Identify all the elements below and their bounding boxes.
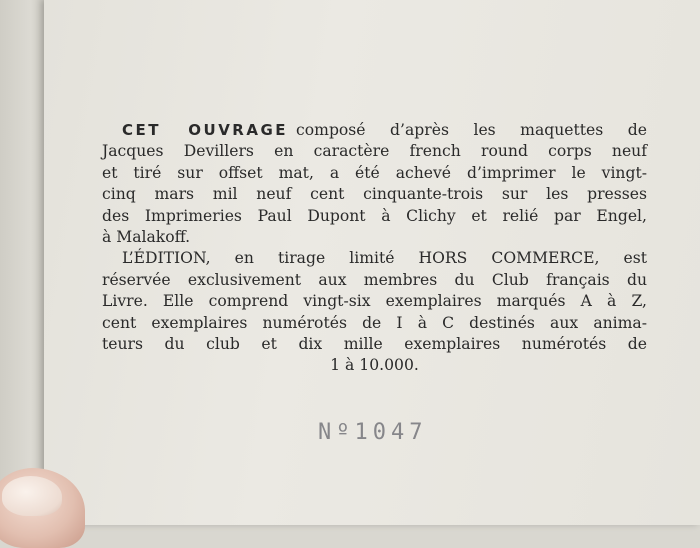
- colophon-line: Jacques Devillers en caractère french round corps neuf: [102, 142, 647, 161]
- edition-line: L’ÉDITION, en tirage limité HORS COMMERCE, est: [122, 249, 647, 268]
- colophon-paragraph-1: [102, 120, 647, 248]
- colophon-line: [102, 120, 647, 141]
- colophon-line: cinq mars mil neuf cent cinquante-trois sur les presses: [102, 185, 647, 204]
- edition-line: 1 à 10.000.: [330, 356, 419, 375]
- thumbnail-nail: [2, 476, 62, 516]
- edition-line: Livre. Elle comprend vingt-six exemplaires marqués A à Z,: [102, 292, 647, 311]
- edition-line: teurs du club et dix mille exemplaires numérotés de: [102, 335, 647, 354]
- adjacent-page-edge: [0, 0, 44, 525]
- colophon-lead: CET OUVRAGE: [122, 121, 289, 139]
- colophon-text: [102, 120, 647, 377]
- copy-number-stamp: Nº1047: [318, 420, 428, 445]
- edition-line: cent exemplaires numérotés de I à C destinés aux anima-: [102, 313, 647, 332]
- edition-line: réservée exclusivement aux membres du Club français du: [102, 270, 647, 289]
- colophon-line: des Imprimeries Paul Dupont à Clichy et relié par Engel,: [102, 206, 647, 225]
- colophon-line: à Malakoff.: [102, 228, 191, 247]
- colophon-paragraph-2: [102, 248, 647, 376]
- colophon-line-text: composé d’après les maquettes de: [296, 121, 648, 139]
- colophon-line: et tiré sur offset mat, a été achevé d’imprimer le vingt-: [102, 163, 647, 182]
